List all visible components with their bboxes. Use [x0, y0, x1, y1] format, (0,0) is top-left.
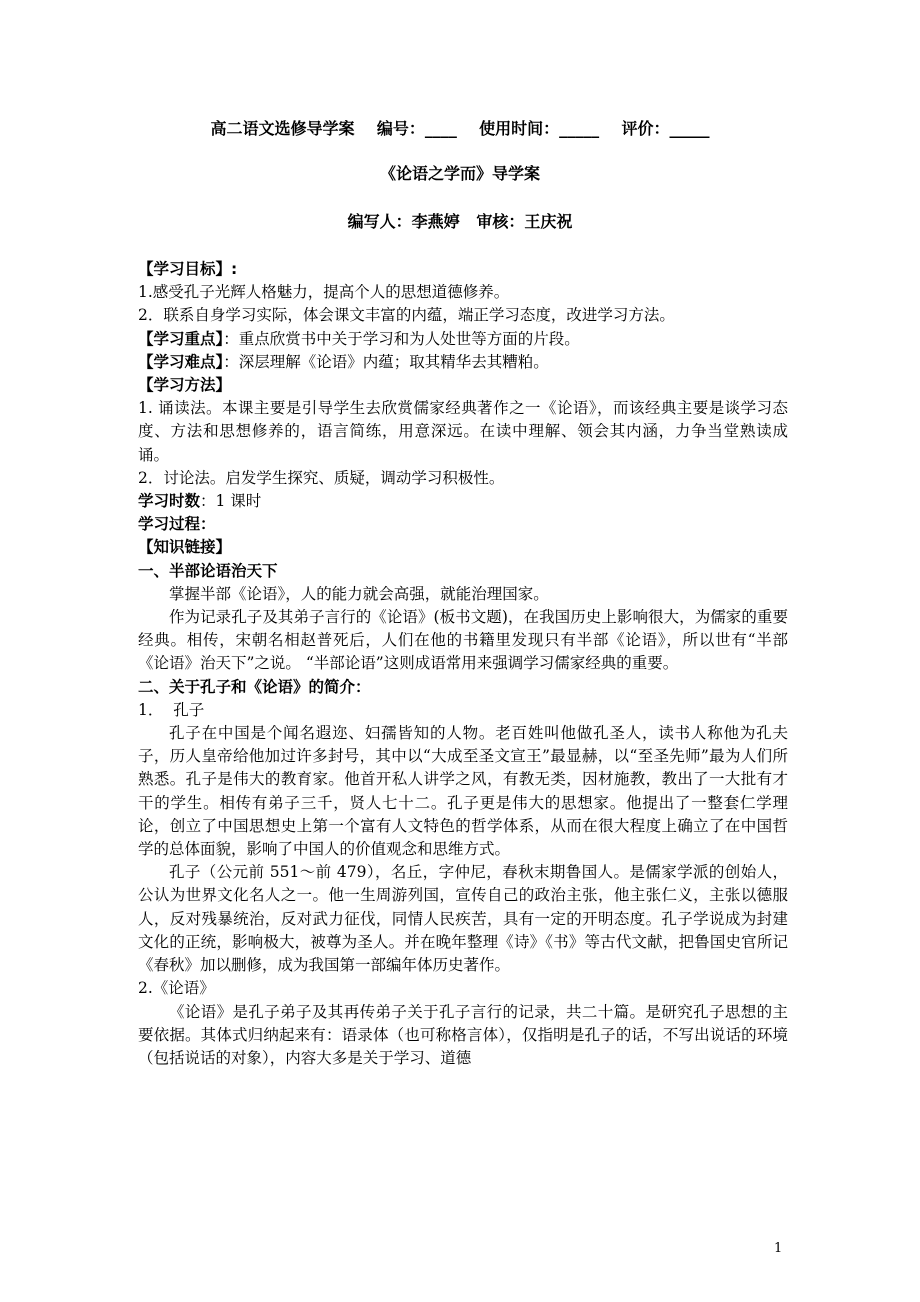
goal-item: 2．联系自身学习实际，体会课文丰富的内蕴，端正学习态度，改进学习方法。: [138, 306, 675, 325]
usage-time-field: 使用时间：_____: [479, 119, 600, 138]
difficulty-text: ：深层理解《论语》内蕴；取其精华去其糟粕。: [223, 352, 549, 371]
course-title: 高二语文选修导学案: [210, 119, 355, 138]
process-heading: 学习过程：: [138, 515, 216, 534]
difficulty-label: 【学习难点】: [138, 352, 224, 371]
header-line: [0, 116, 920, 139]
focus-line: [138, 328, 788, 351]
section1-heading: 一、半部论语治天下: [138, 561, 278, 580]
document-body: [138, 258, 788, 1070]
goal-item: 1.感受孔子光辉人格魅力，提高个人的思想道德修养。: [138, 283, 510, 302]
method-item: 1. 诵读法。本课主要是引导学生去欣赏儒家经典著作之一《论语》，而该经典主要是谈学习态度、方法和思想修养的，语言简练，用意深远。在读中理解、领会其内涵，力争当堂熟读成诵。: [138, 399, 788, 464]
knowledge-heading: 【知识链接】: [138, 538, 232, 557]
paragraph: 孔子（公元前 551～前 479），名丘，字仲尼，春秋末期鲁国人。是儒家学派的创始人，公认为世界文化名人之一。他一生周游列国，宣传自己的政治主张，他主张仁义，主张以德服人，反对残暴统治，反对武力征伐，同情人民疾苦，具有一定的开明态度。孔子学说成为封建文化的正统，影响极大，被尊为圣人。并在晚年整理《诗》《书》等古代文献，把鲁国史官所记《春秋》加以删修，成为我国第一部编年体历史著作。: [138, 863, 788, 975]
serial-number-field: 编号：____: [376, 119, 457, 138]
method-item: 2．讨论法。启发学生探究、质疑，调动学习积极性。: [138, 468, 505, 487]
method-heading: 【学习方法】: [138, 376, 232, 395]
authors-line: [0, 209, 920, 232]
subheading-confucius: 1． 孔子: [138, 700, 205, 719]
hours-text: ：1 课时: [200, 492, 262, 511]
hours-label: 学习时数: [138, 492, 201, 511]
paragraph: 作为记录孔子及其弟子言行的《论语》(板书文题)，在我国历史上影响很大，为儒家的重要经典。相传，宋朝名相赵普死后，人们在他的书籍里发现只有半部《论语》，所以世有“半部《论语》治天下”之说。 “半部论语”这则成语常用来强调学习儒家经典的重要。: [138, 608, 788, 673]
page-number: 1: [774, 1241, 783, 1256]
paragraph: 《论语》是孔子弟子及其再传弟子关于孔子言行的记录，共二十篇。是研究孔子思想的主要依据。其体式归纳起来有：语录体（也可称格言体），仅指明是孔子的话，不写出说话的环境（包括说话的对象），内容大多是关于学习、道德: [138, 1002, 788, 1067]
document-title: 《论语之学而》导学案: [379, 164, 540, 183]
goals-heading: 【学习目标】:: [138, 260, 238, 278]
focus-label: 【学习重点】: [138, 329, 224, 348]
author: 编写人：李燕婷: [347, 212, 460, 231]
section2-heading: 二、关于孔子和《论语》的简介：: [138, 677, 371, 696]
hours-line: [138, 490, 788, 513]
reviewer: 审核：王庆祝: [476, 212, 573, 231]
paragraph: 孔子在中国是个闻名遐迩、妇孺皆知的人物。老百姓叫他做孔圣人，读书人称他为孔夫子，历人皇帝给他加过许多封号，其中以“大成至圣文宣王”最显赫，以“至圣先师”最为人们所熟悉。孔子是伟大的教育家。他首开私人讲学之风，有教无类，因材施教，教出了一大批有才干的学生。相传有弟子三千，贤人七十二。孔子更是伟大的思想家。他提出了一整套仁学理论，创立了中国思想史上第一个富有人文特色的哲学体系，从而在很大程度上确立了在中国哲学的总体面貌，影响了中国人的价值观念和思维方式。: [138, 724, 788, 859]
evaluation-field: 评价：_____: [621, 119, 710, 138]
paragraph: 掌握半部《论语》，人的能力就会高强，就能治理国家。: [169, 584, 549, 603]
focus-text: ：重点欣赏书中关于学习和为人处世等方面的片段。: [223, 329, 580, 348]
subheading-analects: 2.《论语》: [138, 979, 215, 998]
difficulty-line: [138, 351, 788, 374]
